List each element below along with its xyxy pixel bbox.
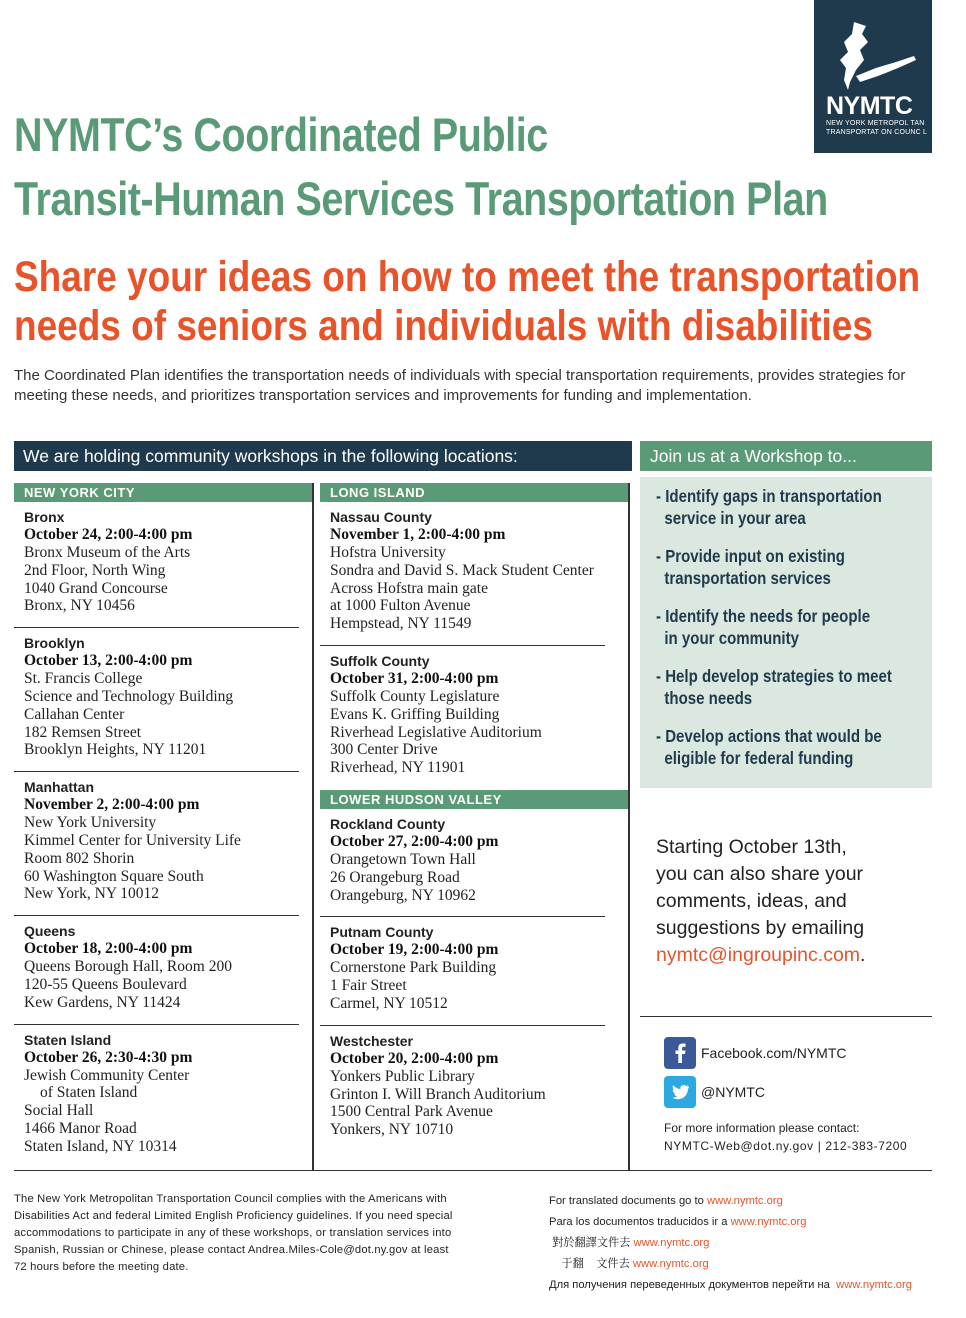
join-list [640,477,932,788]
translation-text: Для получения переведенных документов перейти на [549,1279,837,1291]
region-header-long-island: LONG ISLAND [320,483,628,502]
venue-address-line: Bronx Museum of the Arts [24,544,191,561]
venue-name: Manhattan [24,779,94,796]
join-list-item [656,485,931,529]
venue-address-line: at 1000 Fulton Avenue [330,597,471,615]
venue-address-line: 1466 Manor Road [24,1119,137,1137]
facebook-icon [664,1037,696,1069]
venue-address-line: Orangetown Town Hall [330,850,476,868]
venue-address-line: Evans K. Griffing Building [330,705,500,723]
facebook-link[interactable]: Facebook.com/NYMTC [664,1037,846,1069]
translation-links [549,1191,939,1296]
translation-row [549,1212,939,1233]
translation-text: 對於翻譯文件去 [549,1237,634,1249]
join-item-line: - Identify gaps in transportation [656,486,882,506]
join-item-line: - Provide input on existing [656,546,845,566]
page-title: NYMTC’s Coordinated Public Transit-Human Services Transportation Plan [14,108,828,225]
venue-address-line: Hofstra University [330,544,446,561]
venue-name: Queens [24,923,76,940]
venue-block [14,502,299,628]
venue-name: Suffolk County [330,652,430,669]
venue-address-line: Sondra and David S. Mack Student Center [330,561,594,579]
translation-url-link[interactable]: www.nymtc.org [706,1195,783,1207]
venue-block [320,502,605,646]
join-item-line: those needs [656,688,753,708]
venue-address-line: 26 Orangeburg Road [330,868,460,886]
social-divider [640,1016,932,1017]
venue-date: November 2, 2:00-4:00 pm [24,796,200,814]
workshops-header: We are holding community workshops in the following locations: [14,441,632,471]
venue-name: Putnam County [330,924,434,941]
nyc-venue-list [14,502,314,1168]
venue-date: November 1, 2:00-4:00 pm [330,526,506,543]
join-list-item [656,665,931,709]
venue-name: Bronx [24,509,65,525]
venue-block [320,646,605,789]
venue-date: October 20, 2:00-4:00 pm [330,1049,499,1067]
translation-text: Para los documentos traducidos ir a [549,1216,731,1228]
venue-address-line: Room 802 Shorin [24,849,135,867]
translation-url-link[interactable]: www.nymtc.org [730,1216,807,1228]
column-divider-2 [628,483,630,1171]
venue-date: October 13, 2:00-4:00 pm [24,652,193,670]
li-venue-list [320,502,628,789]
join-item-line: - Develop actions that would be [656,726,882,746]
venue-block [14,916,299,1024]
translation-url-link[interactable]: www.nymtc.org [836,1279,912,1291]
join-item-line: - Help develop strategies to meet [656,666,892,686]
venue-address-line: Carmel, NY 10512 [330,994,448,1012]
venue-date: October 27, 2:00-4:00 pm [330,832,499,850]
venue-address-line: Riverhead, NY 11901 [330,759,466,777]
join-item-line: service in your area [656,508,806,528]
venue-address-line: Hempstead, NY 11549 [330,615,472,633]
venue-name: Rockland County [330,815,446,832]
venue-address-line: 1 Fair Street [330,977,407,995]
venue-date: October 31, 2:00-4:00 pm [330,669,499,687]
venue-address-line: Riverhead Legislative Auditorium [330,723,542,741]
venue-block [320,1026,605,1151]
venue-address-line: 300 Center Drive [330,741,438,759]
twitter-icon [664,1076,696,1108]
venue-block [320,917,605,1025]
venue-block [320,809,605,917]
email-callout: Starting October 13th, you can also share your comments, ideas, and suggestions by emailing nymtc@ingroupinc.com. [656,836,866,966]
venue-address-line: Across Hofstra main gate [330,579,488,597]
venue-address-line: Bronx, NY 10456 [24,597,135,615]
venue-address-line: Kimmel Center for University Life [24,831,241,849]
venue-date: October 24, 2:00-4:00 pm [24,526,193,543]
join-item-line: in your community [656,628,800,648]
region-header-lower-hudson-valley: LOWER HUDSON VALLEY [320,790,628,809]
venue-name: Brooklyn [24,635,85,652]
contact-info: For more information please contact: NYMTC-Web@dot.ny.gov | 212-383-7200 [664,1121,908,1153]
venue-date: October 18, 2:00-4:00 pm [24,940,193,958]
venue-address-line: 60 Washington Square South [24,867,204,885]
ada-notice: The New York Metropolitan Transportation Council complies with the Americans with Disabilities Act and federal Limited English Proficiency guidelines. If you need special accommodations to participate in any of these workshops, or translation services into Spanish, Russian or Chinese, please contact Andrea.Miles-Cole@dot.ny.gov at least 72 hours before the meeting date. [14,1193,453,1273]
region-header-nyc: NEW YORK CITY [14,483,313,502]
venue-address-line: Cornerstone Park Building [330,959,497,977]
venue-address-line: of Staten Island [40,1084,138,1102]
venue-address-line: Callahan Center [24,705,125,723]
join-item-line: transportation services [656,568,831,588]
venue-address-line: Yonkers Public Library [330,1067,475,1085]
translation-row [549,1191,939,1212]
venue-address-line: Kew Gardens, NY 11424 [24,993,181,1011]
venue-address-line: 1040 Grand Concourse [24,579,168,597]
translation-row [549,1254,939,1275]
join-list-item [656,725,931,769]
venue-address-line: Queens Borough Hall, Room 200 [24,958,232,976]
venue-address-line: Yonkers, NY 10710 [330,1121,454,1139]
venue-address-line: Jewish Community Center [24,1066,190,1084]
email-link[interactable]: nymtc@ingroupinc.com [656,944,861,966]
long-island-map-icon [826,20,918,92]
venue-date: October 19, 2:00-4:00 pm [330,941,499,959]
join-item-line: eligible for federal funding [656,748,854,768]
venue-address-line: New York University [24,814,157,832]
join-item-line: - Identify the needs for people [656,606,871,626]
table-bottom-rule [14,1170,932,1171]
page-subtitle: Share your ideas on how to meet the transportation needs of seniors and individuals with disabilities [14,253,921,350]
translation-text: For translated documents go to [549,1195,707,1207]
venue-block [14,1025,299,1168]
translation-url-link[interactable]: www.nymtc.org [632,1258,709,1270]
intro-paragraph: The Coordinated Plan identifies the transportation needs of individuals with special transportation requirements, provides strategies for meeting these needs, and prioritizes transportation services and improvements for funding and implementation. [14,367,906,404]
venue-block [14,628,299,772]
translation-row [549,1233,939,1254]
venue-block [14,772,299,916]
venue-address-line: New York, NY 10012 [24,885,160,903]
join-list-item [656,605,931,649]
column-divider-1 [312,483,314,1171]
venue-address-line: 1500 Central Park Avenue [330,1103,493,1121]
venue-address-line: 120-55 Queens Boulevard [24,975,187,993]
logo-subtitle: NEW YORK METROPOL TAN TRANSPORTAT ON COUNC L [826,120,928,136]
venue-address-line: Suffolk County Legislature [330,687,500,705]
lhv-venue-list [320,809,628,1151]
logo-wordmark: NYMTC [826,92,913,120]
venue-address-line: Social Hall [24,1102,94,1120]
nyc-column [14,483,314,1168]
join-list-item [656,545,931,589]
venue-address-line: Grinton I. Will Branch Auditorium [330,1085,546,1103]
venue-address-line: 2nd Floor, North Wing [24,561,166,579]
venue-date: October 26, 2:30-4:30 pm [24,1048,193,1066]
twitter-link[interactable]: @NYMTC [664,1076,765,1108]
translation-text: 于翻 文件去 [549,1258,633,1270]
venue-name: Westchester [330,1032,414,1049]
venue-address-line: Staten Island, NY 10314 [24,1137,177,1155]
venue-address-line: Brooklyn Heights, NY 11201 [24,741,207,759]
venue-address-line: St. Francis College [24,670,143,688]
venue-address-line: Orangeburg, NY 10962 [330,886,476,904]
nymtc-logo [814,0,932,153]
join-header: Join us at a Workshop to... [640,441,932,471]
venue-name: Staten Island [24,1031,112,1048]
li-lhv-column [320,483,628,1151]
venue-address-line: 182 Remsen Street [24,723,142,741]
translation-url-link[interactable]: www.nymtc.org [633,1237,710,1249]
venue-name: Nassau County [330,509,432,525]
translation-row [549,1275,939,1296]
venue-address-line: Science and Technology Building [24,687,234,705]
